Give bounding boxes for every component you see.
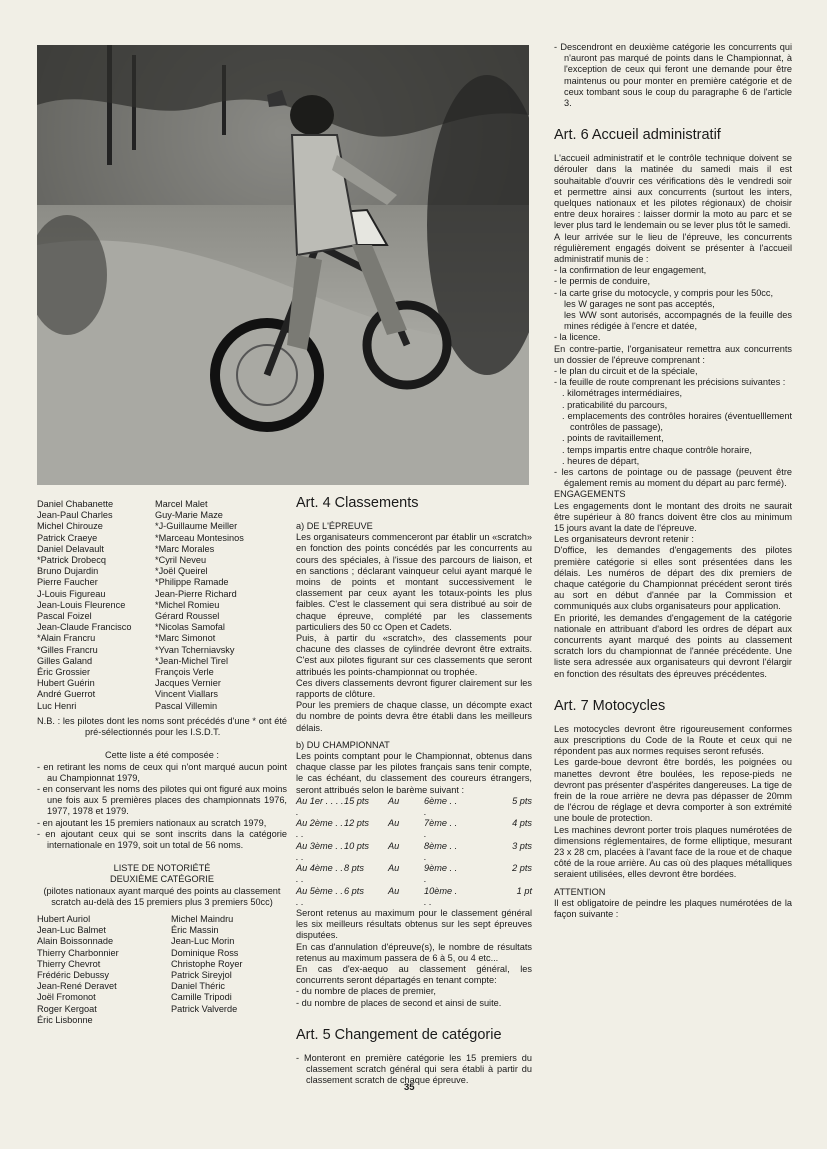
notoriete-name-left: Roger Kergoat — [37, 1003, 97, 1014]
rider-row — [37, 555, 287, 566]
notoriete-name-right: Daniel Théric — [171, 981, 225, 992]
rider-row — [37, 533, 287, 544]
rider-name-left: Luc Henri — [37, 700, 77, 711]
art6-subitem: . heures de départ, — [562, 455, 640, 466]
rider-name-left: *Patrick Drobecq — [37, 555, 106, 566]
rider-name-right: Guy-Marie Maze — [155, 510, 223, 521]
bareme-cell: 10 pts — [344, 840, 370, 851]
rider-name-right: *Jean-Michel Tirel — [155, 655, 229, 666]
art4-a-text-4: Pour les premiers de chaque classe, un décompte exact du nombre de points devra être établi dans les meilleurs délais. — [296, 700, 532, 733]
art6-item-4: - la licence. — [554, 332, 601, 343]
art7-title: Art. 7 Motocycles — [554, 697, 666, 714]
art4-b-text-3: En cas d'annulation d'épreuve(s), le nombre de résultats retenus au maximum passera de 6 à 5, ou 4 etc... — [296, 941, 532, 963]
art6-subitem: . emplacements des contrôles horaires (éventuelllement contrôles de passage), — [562, 410, 792, 433]
notoriete-row — [37, 970, 287, 981]
bareme-cell: 9ème . . . — [424, 863, 458, 885]
notoriete-row — [37, 981, 287, 992]
notoriete-name-left: Joël Fromonot — [37, 992, 96, 1003]
notoriete-row — [37, 925, 287, 936]
notoriete-name-right: Michel Maindru — [171, 914, 234, 925]
rider-row — [37, 678, 287, 689]
rider-name-right: *Marc Simonot — [155, 633, 216, 644]
bareme-cell: 8ème . . . — [424, 840, 458, 862]
art6-p1: L'accueil administratif et le contrôle technique doivent se dérouler dans la matinée du samedi mais il est souhaitable d'ouvrir ces vérifications dès le vendredi soir et permettre ainsi aux concurrents (surtout les inters, quelques nationaux et les pilotes régionaux) de choisir entre deux horaires : laisser dormir la moto au parc et se lever plus tard le lendemain ou se lever plus tôt le samedi. — [554, 153, 792, 231]
art4-a-heading: a) DE L'ÉPREUVE — [296, 521, 373, 531]
art6-item-6: - la feuille de route comprenant les précisions suivantes : — [554, 377, 786, 388]
liste-intro: Cette liste a été composée : — [105, 750, 219, 761]
bareme-cell: Au 3ème . . . . — [296, 840, 343, 862]
rider-row — [37, 499, 287, 510]
nb-note: N.B. : les pilotes dont les noms sont précédés d'une * ont été pré-sélectionnés pour les I.S.D.T. — [37, 716, 287, 738]
bareme-cell: 1 pt — [516, 885, 532, 896]
bareme-cell: 6ème . . . — [424, 795, 458, 818]
rider-name-left: J-Louis Figureau — [37, 588, 106, 599]
rider-row — [37, 544, 287, 555]
rider-row — [37, 633, 287, 644]
bareme-cell: 7ème . . . — [424, 818, 458, 840]
bareme-cell: Au — [388, 818, 400, 829]
notoriete-name-left: Alain Boissonnade — [37, 936, 114, 947]
page-number: 35 — [404, 1082, 415, 1093]
rider-row — [37, 611, 287, 622]
bareme-cell: Au — [388, 840, 400, 851]
bareme-cell: 6 pts — [344, 885, 364, 896]
art4-title: Art. 4 Classements — [296, 495, 419, 511]
bareme-cell: Au — [388, 863, 400, 874]
bareme-cell: 3 pts — [512, 840, 532, 851]
rider-name-left: Pierre Faucher — [37, 577, 98, 588]
rider-row — [37, 589, 287, 600]
notoriete-name-left: Frédéric Debussy — [37, 970, 109, 981]
art5-item-1: - Monteront en première catégorie les 15 premiers du classement scratch général qui sera établi à partir du classement scratch de chaque épreuve. — [296, 1052, 532, 1086]
bareme-cell: 8 pts — [344, 863, 364, 874]
rider-name-right: *Michel Romieu — [155, 599, 220, 610]
art6-subitem: . praticabilité du parcours, — [562, 399, 668, 410]
notoriete-name-right: Patrick Valverde — [171, 1003, 238, 1014]
bareme-cell: 5 pts — [512, 795, 532, 806]
rider-name-right: Jacques Vernier — [155, 678, 221, 689]
notoriete-name-left: Jean-René Deravet — [37, 981, 117, 992]
rider-row — [37, 622, 287, 633]
art6-subitem: . points de ravitaillement, — [562, 433, 664, 444]
attention-heading: ATTENTION — [554, 886, 606, 897]
notoriete-name-list — [37, 914, 287, 1026]
notoriete-name-right: Dominique Ross — [171, 947, 239, 958]
art4-b-text-4: En cas d'ex-aequo au classement général, les concurrents seront départagés en tenant compte: — [296, 963, 532, 986]
art6-item-5: - le plan du circuit et de la spéciale, — [554, 366, 698, 377]
rider-name-left: Jean-Claude Francisco — [37, 622, 132, 633]
liste-item: - en ajoutant ceux qui se sont inscrits dans la catégorie internationale en 1979, soit un total de 56 noms. — [37, 828, 287, 851]
bareme-cell: Au 1er . . . . . — [296, 795, 344, 818]
art6-item-7: - les cartons de pointage ou de passage (peuvent être également remis au moment du départ au parc fermé). — [554, 466, 792, 489]
art4-b-text-2: Seront retenus au maximum pour le classement général les six meilleurs résultats obtenus sur les sept épreuves disputées. — [296, 907, 532, 941]
rider-name-left: Michel Chirouze — [37, 521, 103, 532]
bareme-cell: Au — [388, 795, 400, 806]
engagements-p2: Les organisateurs devront retenir : — [554, 534, 694, 545]
rider-row — [37, 667, 287, 678]
rider-name-right: Jean-Pierre Richard — [155, 588, 237, 599]
art5-item-2: - Descendront en deuxième catégorie les concurrents qui n'auront pas marqué de points dans le Championnat, à l'exception de ceux qui feront une demande pour être maintenus ou pour monter en première catégorie et de ceux tombant sous le coup du paragraphe 6 de l'article 3. — [554, 42, 792, 109]
bareme-cell: Au — [388, 885, 400, 896]
notoriete-row — [37, 914, 287, 925]
notoriete-row — [37, 959, 287, 970]
art6-item-2: - le permis de conduire, — [554, 276, 651, 287]
notoriete-row — [37, 992, 287, 1003]
column-3 — [554, 42, 792, 920]
art6-item-3b: les WW sont autorisés, accompagnés de la feuille des mines rédigée à l'encre et datée, — [564, 310, 792, 332]
rider-name-right: *Philippe Ramade — [155, 577, 229, 588]
notoriete-name-right: Éric Massin — [171, 925, 219, 936]
notoriete-row — [37, 1015, 287, 1026]
art6-subitem: . kilométrages intermédiaires, — [562, 388, 682, 399]
rider-name-left: Gilles Galand — [37, 655, 93, 666]
notoriete-name-right: Camille Tripodi — [171, 992, 232, 1003]
rider-name-left: Éric Grossier — [37, 667, 91, 678]
bareme-cell: Au 2ème . . . . — [296, 818, 343, 840]
rider-row — [37, 656, 287, 667]
photo-illustration — [37, 45, 529, 485]
notes-section — [37, 716, 287, 1026]
notoriete-name-left: Jean-Luc Balmet — [37, 925, 106, 936]
art7-p3: Les machines devront porter trois plaques numérotées de dimensions réglementaires, de forme elliptique, mesurant 23 x 28 cm, placées à l'avant face de la roue et de chaque côté de la roue arrière. Au cas où des plaques métalliques seraient utilisées, elles devront être bordées. — [554, 824, 792, 880]
rider-name-left: Pascal Foizel — [37, 611, 92, 622]
liste-items — [37, 762, 287, 852]
bareme-cell: 15 pts — [344, 795, 370, 806]
art6-p3: En contre-partie, l'organisateur remettra aux concurrents un dossier de l'épreuve comprenant : — [554, 343, 792, 365]
rider-name-left: *Gilles Francru — [37, 644, 98, 655]
bareme-cell: 2 pts — [512, 863, 532, 874]
notoriete-name-right: Patrick Sireyjol — [171, 970, 232, 981]
rider-row — [37, 600, 287, 611]
rider-name-right: François Verle — [155, 667, 214, 678]
art4-a-text-2: Puis, à partir du «scratch», des classements pour chacune des classes de cylindrée devront être extraits. C'est aux pilotes figurant sur ces classements que seront attribués les points-championnat ou trophée. — [296, 633, 532, 677]
rider-name-right: *Joël Queirel — [155, 566, 208, 577]
rider-name-left: Patrick Craeye — [37, 532, 98, 543]
art6-subitem: . temps impartis entre chaque contrôle horaire, — [562, 444, 752, 455]
notoriete-name-left: Thierry Charbonnier — [37, 947, 119, 958]
rider-name-left: Jean-Paul Charles — [37, 510, 113, 521]
rider-name-right: *J-Guillaume Meiller — [155, 521, 238, 532]
points-scale-table — [296, 796, 532, 908]
notoriete-row — [37, 948, 287, 959]
attention-text: Il est obligatoire de peindre les plaques numérotées de la façon suivante : — [554, 897, 792, 920]
bareme-cell: Au 4ème . . . . — [296, 863, 343, 885]
notoriete-description: (pilotes nationaux ayant marqué des points au classement scratch au-delà des 15 premiers plus 3 premiers 50cc) — [43, 885, 281, 907]
rider-name-left: Daniel Chabanette — [37, 499, 114, 509]
engagements-heading: ENGAGEMENTS — [554, 489, 626, 500]
art6-item-1: - la confirmation de leur engagement, — [554, 265, 707, 276]
bareme-cell: Au 5ème . . . . — [296, 885, 343, 907]
rider-row — [37, 645, 287, 656]
art4-b-text: Les points comptant pour le Championnat, obtenus dans chaque classe par les pilotes français sans tenir compte, le cas échéant, du classement des coureurs étrangers, seront attribués selon le barème suivant : — [296, 751, 532, 795]
notoriete-name-left: Éric Lisbonne — [37, 1014, 93, 1025]
notoriete-title-2: DEUXIÈME CATÉGORIE — [110, 874, 214, 885]
rider-name-right: Pascal Villemin — [155, 700, 218, 711]
rider-row — [37, 577, 287, 588]
rider-name-left: Jean-Louis Fleurence — [37, 599, 126, 610]
rider-name-right: Marcel Malet — [155, 499, 208, 509]
rider-row — [37, 566, 287, 577]
rider-name-right: Vincent Viallars — [155, 689, 218, 700]
engagements-p3: D'office, les demandes d'engagements des pilotes première catégorie si elles sont présentées dans les délais. Les numéros de départ des dix premiers de chaque catégorie du Championnat précédent seront tirés au sort en début d'année par la Commission et communiqués aux clubs organisateurs pour application. — [554, 545, 792, 612]
art6-p2: A leur arrivée sur le lieu de l'épreuve, les concurrents régulièrement engagés doivent se présenter à l'accueil administratif munis de : — [554, 231, 792, 265]
rider-row — [37, 701, 287, 712]
notoriete-name-left: Thierry Chevrot — [37, 958, 101, 969]
liste-item: - en ajoutant les 15 premiers nationaux au scratch 1979, — [37, 817, 267, 828]
bareme-cell: 4 pts — [512, 818, 532, 829]
art6-sublist — [554, 388, 792, 466]
bareme-cell: 12 pts — [344, 818, 370, 829]
motocross-rider-photo — [37, 45, 529, 485]
art5-title: Art. 5 Changement de catégorie — [296, 1026, 502, 1043]
rider-name-left: Bruno Dujardin — [37, 566, 99, 577]
notoriete-row — [37, 936, 287, 947]
art6-item-3: - la carte grise du motocycle, y compris pour les 50cc, — [554, 287, 774, 298]
rider-row — [37, 521, 287, 532]
rider-name-right: *Nicolas Samofal — [155, 622, 225, 633]
notoriete-name-right: Christophe Royer — [171, 958, 243, 969]
rider-name-right: Gérard Roussel — [155, 611, 220, 622]
notoriete-row — [37, 1004, 287, 1015]
rider-name-left: Hubert Guérin — [37, 678, 95, 689]
art4-a-text: Les organisateurs commenceront par établir un «scratch» en fonction des points concédés par les concurrents au cours des spéciales, à l'issue des parcours de liaison, et en sanctions ; déclarant vainqueur celui ayant marqué le moins de points et montant successivement le classement par ceux ayant les totaux-points les plus faibles. C'est le classement qui sera distribué au soir de chaque épreuve, complété par les classements particuliers des 50 cc Open et Cadets. — [296, 532, 532, 632]
rider-row — [37, 510, 287, 521]
art4-b-item-2: - du nombre de places de second et ainsi de suite. — [296, 997, 502, 1008]
engagements-p1: Les engagements dont le montant des droits ne saurait être supérieur à 80 francs doivent être clos au minimum 15 jours avant la date de l'épreuve. — [554, 500, 792, 533]
notoriete-title-1: LISTE DE NOTORIÉTÉ — [113, 863, 211, 874]
liste-item: - en conservant les noms des pilotes qui ont figuré aux moins une fois aux 5 premières places des championnats 1976, 1977, 1978 et 1979. — [37, 784, 287, 817]
rider-name-right: *Cyril Neveu — [155, 555, 207, 566]
art6-item-3a: les W garages ne sont pas acceptés, — [564, 298, 715, 309]
notoriete-name-right: Jean-Luc Morin — [171, 936, 235, 947]
art4-a-text-3: Ces divers classements devront figurer clairement sur les rapports de clôture. — [296, 677, 532, 700]
bareme-cell: 10ème . . . — [424, 885, 458, 907]
rider-name-right: *Marceau Montesinos — [155, 532, 244, 543]
rider-name-list — [37, 499, 287, 712]
column-2 — [296, 495, 532, 1086]
rider-name-right: *Marc Morales — [155, 543, 215, 554]
art4-b-item-1: - du nombre de places de premier, — [296, 986, 436, 997]
rider-name-left: *Alain Francru — [37, 633, 96, 644]
art6-title: Art. 6 Accueil administratif — [554, 127, 721, 144]
art4-b-heading: b) DU CHAMPIONNAT — [296, 739, 390, 750]
engagements-p4: En priorité, les demandes d'engagement de la catégorie nationale en attribuant d'abord les ordres de départ aux concurrents ayant marqué des points au classement scratch lors du championnat de l'année précédente. Une liste sera adressée aux organisateurs qui devront l'élargir en fonction des résultats des épreuves précédentes. — [554, 612, 792, 679]
art7-p1: Les motocycles devront être rigoureusement conformes aux prescriptions du Code de la Route et ceux qui ne répondent pas aux normes requises seront refusés. — [554, 723, 792, 757]
rider-name-left: André Guerrot — [37, 689, 96, 700]
art7-p2: Les garde-boue devront être bordés, les poignées ou manettes devront être boulées, les repose-pieds ne devront pas présenter d'aspérites dangereuses. La tige de frein de la roue arrière ne devra pas dépasser de 20mm de l'écrou de réglage et devra comporter à son extrémité une boule de protection. — [554, 757, 792, 824]
rider-row — [37, 689, 287, 700]
liste-item: - en retirant les noms de ceux qui n'ont marqué aucun point au Championnat 1979, — [37, 761, 287, 783]
rider-name-right: *Yvan Tcherniavsky — [155, 644, 235, 655]
rider-name-left: Daniel Delavault — [37, 543, 104, 554]
notoriete-name-left: Hubert Auriol — [37, 914, 91, 925]
